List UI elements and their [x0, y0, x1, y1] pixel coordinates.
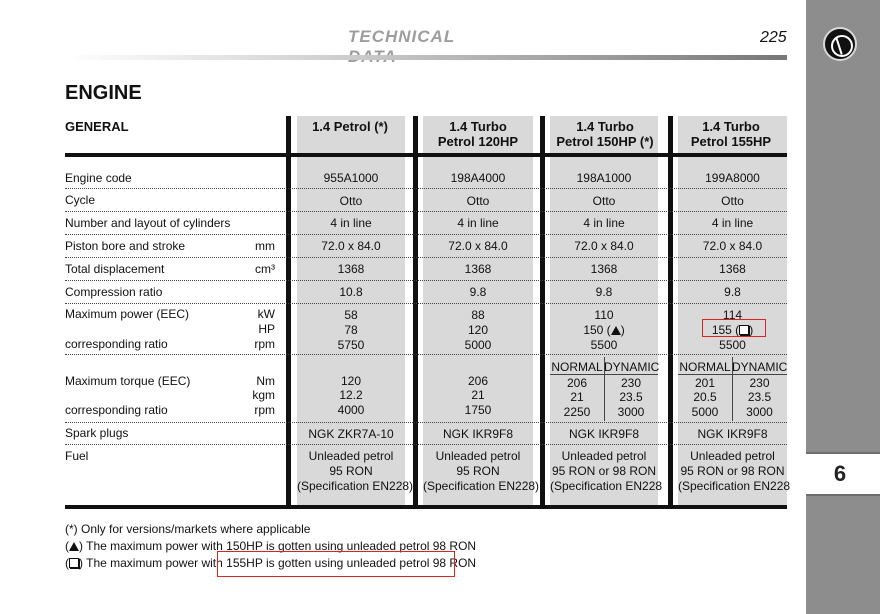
row-divider — [65, 211, 787, 212]
power-kw-cell: 110 — [594, 308, 614, 322]
unit-kgm: kgm — [252, 388, 275, 402]
column-separator — [286, 116, 291, 506]
dynamic-mode-label: DYNAMIC — [604, 360, 660, 374]
torque-dynamic-cell: 230 — [749, 376, 770, 390]
row-divider — [65, 188, 787, 189]
row-label-cycle: Cycle — [65, 193, 96, 207]
unit-rpm-torque: rpm — [254, 403, 275, 417]
torque-normal-cell: 206 — [566, 376, 588, 390]
cycle-cell: Otto — [721, 194, 744, 208]
cycle-cell: Otto — [339, 194, 363, 208]
row-divider — [65, 422, 787, 423]
unit-mm: mm — [255, 239, 275, 253]
bore-stroke-cell: 72.0 x 84.0 — [448, 239, 508, 253]
row-divider — [65, 303, 787, 304]
power-hp-cell: 78 — [344, 323, 358, 337]
torque-nm-cell: 206 — [467, 374, 489, 388]
torque-rpm-cell: 4000 — [337, 403, 365, 417]
compression-cell: 9.8 — [595, 285, 613, 299]
torque-dynamic-cell: 23.5 — [619, 390, 643, 404]
chapter-tab-number: 6 — [833, 461, 847, 486]
cylinders-cell: 4 in line — [457, 216, 499, 230]
displacement-cell: 1368 — [590, 262, 618, 276]
bore-stroke-cell: 72.0 x 84.0 — [574, 239, 634, 253]
row-label-torque-ratio: corresponding ratio — [65, 403, 168, 417]
torque-dynamic-cell: 230 — [620, 376, 642, 390]
footnote-150hp: ( ) The maximum power with 150HP is gotten using unleaded petrol 98 RON — [65, 539, 477, 553]
header-rule — [65, 153, 787, 157]
power-hp-cell: 155 ( ) — [711, 323, 754, 337]
general-heading: GENERAL — [65, 119, 129, 134]
engine-code-cell: 198A4000 — [450, 171, 506, 185]
power-rpm-cell: 5000 — [464, 338, 492, 352]
dynamic-mode-label: DYNAMIC — [732, 360, 788, 374]
torque-rpm-cell: 1750 — [464, 403, 492, 417]
unit-kw: kW — [257, 307, 275, 321]
row-divider — [65, 234, 787, 235]
row-divider — [65, 354, 787, 355]
power-rpm-cell: 5500 — [590, 338, 618, 352]
fuel-cell: Unleaded petrol 95 RON or 98 RON (Specification EN228 — [678, 449, 791, 493]
header-divider — [65, 55, 787, 60]
displacement-cell: 1368 — [337, 262, 365, 276]
column-separator — [668, 116, 673, 506]
spark-plug-cell: NGK ZKR7A-10 — [308, 427, 394, 441]
normal-mode-label: NORMAL — [679, 360, 731, 374]
torque-kgm-cell: 12.2 — [339, 388, 363, 402]
torque-normal-cell: 21 — [570, 390, 584, 404]
cycle-cell: Otto — [592, 194, 616, 208]
row-label-compression: Compression ratio — [65, 285, 163, 299]
fuel-cell: Unleaded petrol 95 RON (Specification EN228) — [297, 449, 414, 493]
engine-code-cell: 955A1000 — [323, 171, 379, 185]
column-heading-3: 1.4 Turbo Petrol 150HP (*) — [556, 119, 654, 149]
row-divider — [65, 257, 787, 258]
table-bottom-rule — [65, 505, 787, 509]
engine-code-cell: 199A8000 — [705, 171, 760, 185]
power-kw-cell: 114 — [722, 308, 743, 322]
row-label-spark-plugs: Spark plugs — [65, 426, 129, 440]
torque-nm-cell: 120 — [340, 374, 362, 388]
row-divider — [65, 280, 787, 281]
fuel-cell: Unleaded petrol 95 RON or 98 RON (Specification EN228 — [550, 449, 663, 493]
displacement-cell: 1368 — [719, 262, 746, 276]
page-header-title: TECHNICAL — [348, 27, 455, 46]
torque-kgm-cell: 21 — [471, 388, 485, 402]
footnote-155hp: ( ) The maximum power with 155HP is gotten using unleaded petrol 98 RON — [65, 556, 477, 570]
spark-plug-cell: NGK IKR9F8 — [697, 427, 768, 441]
right-sidebar — [806, 0, 880, 614]
engine-code-cell: 198A1000 — [576, 171, 632, 185]
torque-normal-cell: 201 — [694, 376, 716, 390]
unit-cm3: cm³ — [255, 262, 275, 276]
compression-cell: 10.8 — [339, 285, 363, 299]
chapter-tab[interactable] — [806, 452, 880, 496]
power-rpm-cell: 5500 — [719, 338, 746, 352]
cylinders-cell: 4 in line — [583, 216, 625, 230]
unit-hp: HP — [258, 322, 275, 336]
torque-normal-cell: 5000 — [691, 405, 719, 419]
power-hp-cell: 120 — [467, 323, 489, 337]
row-label-power-ratio: corresponding ratio — [65, 337, 168, 351]
engine-general-table — [65, 116, 791, 513]
row-label-bore-stroke: Piston bore and stroke — [65, 239, 186, 253]
highlight-box-footnote — [217, 551, 455, 577]
torque-dynamic-cell: 23.5 — [747, 390, 772, 404]
brand-logo-icon — [823, 27, 857, 61]
spark-plug-cell: NGK IKR9F8 — [568, 427, 640, 441]
triangle-icon — [69, 542, 79, 551]
displacement-cell: 1368 — [464, 262, 492, 276]
highlight-box-power — [702, 319, 766, 337]
torque-dynamic-cell: 3000 — [617, 405, 645, 419]
bore-stroke-cell: 72.0 x 84.0 — [321, 239, 381, 253]
row-label-displacement: Total displacement — [65, 262, 165, 276]
power-kw-cell: 58 — [344, 308, 358, 322]
compression-cell: 9.8 — [469, 285, 487, 299]
row-label-engine-code: Engine code — [65, 171, 132, 185]
cylinders-cell: 4 in line — [711, 216, 754, 230]
unit-nm: Nm — [256, 374, 275, 388]
cylinders-cell: 4 in line — [330, 216, 372, 230]
row-divider — [65, 444, 787, 445]
normal-mode-label: NORMAL — [551, 360, 603, 374]
unit-rpm: rpm — [254, 337, 275, 351]
power-hp-cell: 150 ( ) — [583, 323, 625, 337]
torque-normal-cell: 2250 — [563, 405, 591, 419]
column-heading-2: 1.4 Turbo Petrol 120HP — [437, 119, 519, 149]
section-title: ENGINE — [65, 82, 142, 104]
column-separator — [413, 116, 418, 506]
triangle-icon — [611, 326, 621, 335]
footnote-applicability: (*) Only for versions/markets where applicable — [65, 522, 311, 536]
row-label-max-power: Maximum power (EEC) — [65, 307, 190, 321]
fuel-cell: Unleaded petrol 95 RON (Specification EN228) — [423, 449, 540, 493]
compression-cell: 9.8 — [724, 285, 741, 299]
power-rpm-cell: 5750 — [337, 338, 365, 352]
spark-plug-cell: NGK IKR9F8 — [442, 427, 514, 441]
page-number: 225 — [760, 29, 787, 46]
row-label-fuel: Fuel — [65, 449, 89, 463]
box-icon — [69, 558, 79, 568]
power-kw-cell: 88 — [471, 308, 485, 322]
torque-dynamic-cell: 3000 — [746, 405, 773, 419]
column-heading-1: 1.4 Petrol (*) — [312, 119, 388, 134]
row-label-max-torque: Maximum torque (EEC) — [65, 374, 191, 388]
torque-normal-cell: 20.5 — [693, 390, 717, 404]
row-label-cylinders: Number and layout of cylinders — [65, 216, 231, 230]
column-separator — [540, 116, 545, 506]
cycle-cell: Otto — [466, 194, 490, 208]
bore-stroke-cell: 72.0 x 84.0 — [702, 239, 763, 253]
column-heading-4: 1.4 Turbo Petrol 155HP — [690, 119, 772, 149]
